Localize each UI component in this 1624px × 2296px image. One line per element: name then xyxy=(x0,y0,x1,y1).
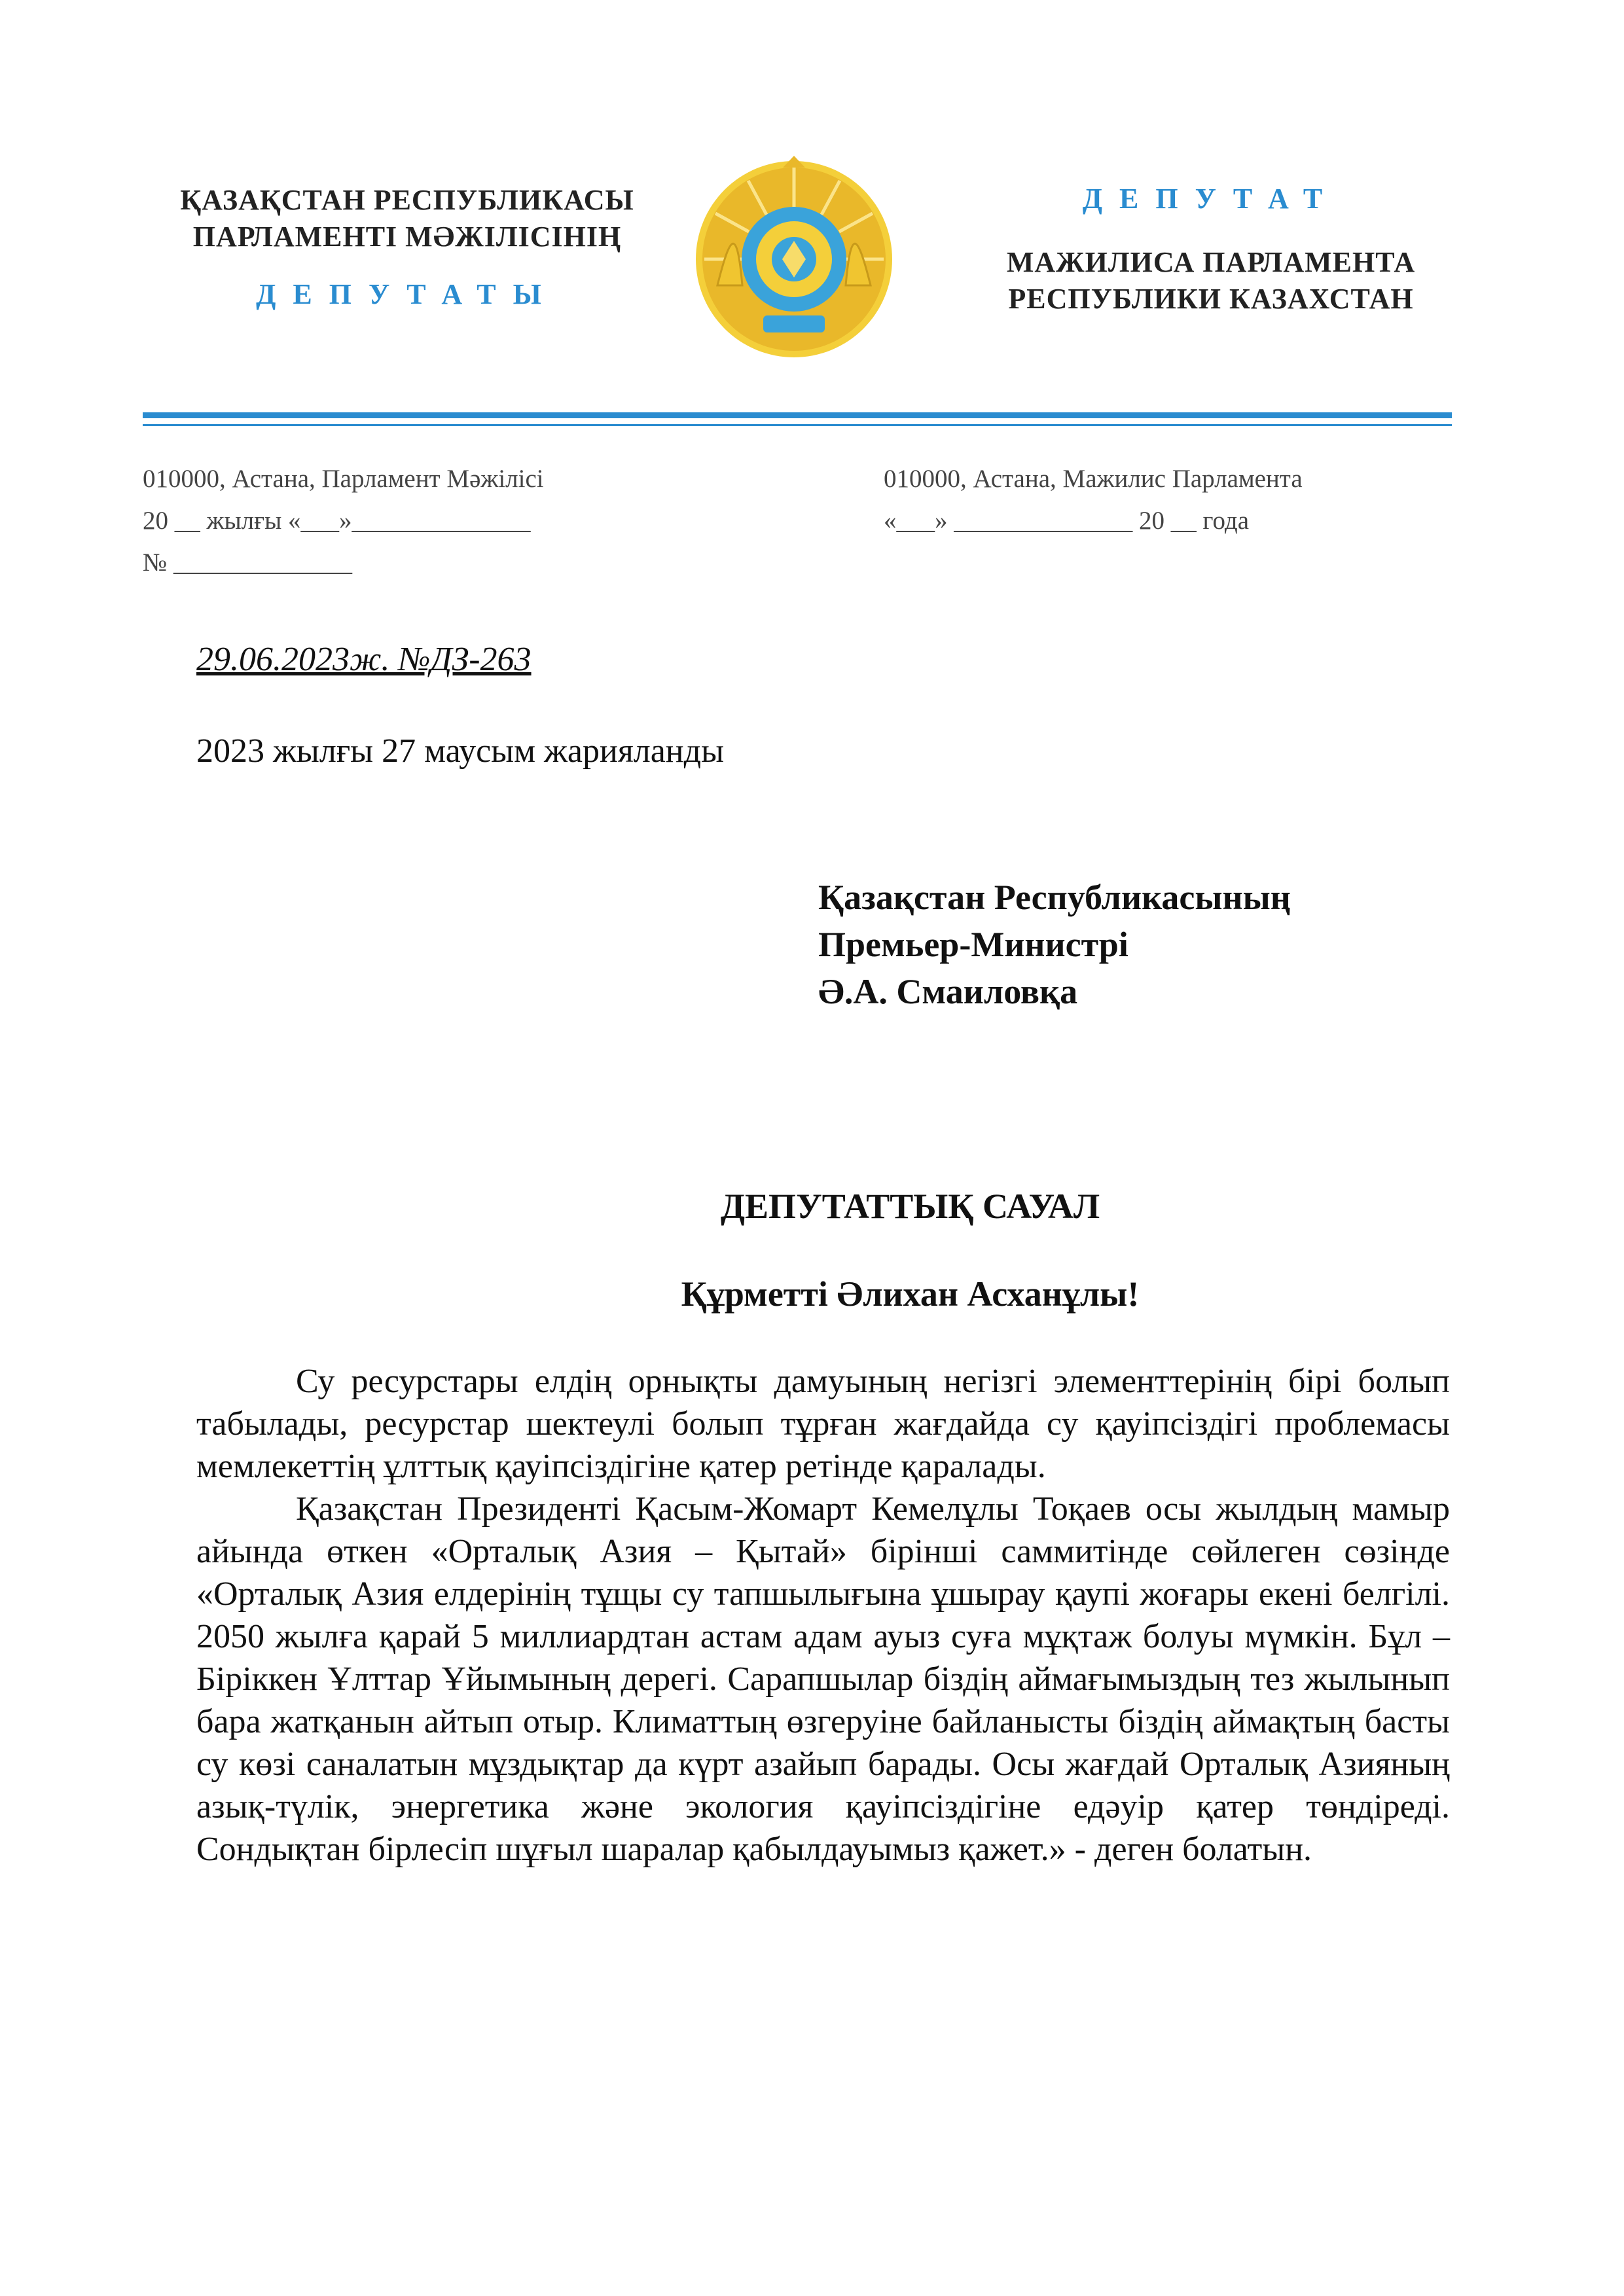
addressee-block xyxy=(818,874,1291,1015)
salutation: Құрметті Әлихан Асханұлы! xyxy=(681,1274,1140,1314)
deputy-label-ru: ДЕПУТАТ xyxy=(1082,183,1340,215)
org-name-kz-line2: ПАРЛАМЕНТІ МӘЖІЛІСІНІҢ xyxy=(192,221,622,253)
header-right-block xyxy=(956,182,1466,317)
addressee-line: Қазақстан Республикасының xyxy=(818,878,1291,917)
date-blank-ru: «___» ______________ 20 __ года xyxy=(884,507,1250,535)
header-divider-thin xyxy=(143,424,1452,426)
address-kz-line: 010000, Астана, Парламент Мәжілісі xyxy=(143,465,544,493)
body-paragraph: Қазақстан Президенті Қасым-Жомарт Кемелұлы Тоқаев осы жылдың мамыр айында өткен «Орталық Азия – Қытай» бірінші саммитінде сөйлеген сөзінде «Орталық Азия елдерінің тұщы су тапшылығына ұшырау қаупі жоғары екені белгілі. 2050 жылға қарай 5 миллиардтан астам адам ауыз суға мұқтаж болуы мүмкін. Бұл – Біріккен Ұлттар Ұйымының дерегі. Сарапшылар біздің аймағымыздың тез жылынып бара жатқанын айтып отыр. Климаттың өзгеруіне байланысты біздің аймақтың басты су көзі саналатын мұздықтар да күрт азайып барады. Осы жағдай Орталық Азияның азық-түлік, энергетика және экология қауіпсіздігіне едәуір қатер төндіреді. Сондықтан бірлесіп шұғыл шаралар қабылдауымыз қажет.» - деген болатын. xyxy=(196,1490,1450,1868)
registration-number: 29.06.2023ж. №ДЗ-263 xyxy=(196,641,532,678)
number-blank-kz: № ______________ xyxy=(143,548,352,577)
body-paragraph: Су ресурстары елдің орнықты дамуының негізгі элементтерінің бірі болып табылады, ресурстар шектеулі болып тұрған жағдайда су қауіпсіздігі проблемасы мемлекеттің ұлттық қауіпсіздігіне қатер ретінде қаралады. xyxy=(196,1363,1450,1485)
date-blank-kz: 20 __ жылғы «___»______________ xyxy=(143,507,531,535)
addressee-line: Премьер-Министрі xyxy=(818,925,1128,964)
org-name-kz-line1: ҚАЗАҚСТАН РЕСПУБЛИКАСЫ xyxy=(180,184,634,216)
header-divider-thick xyxy=(143,412,1452,418)
address-kz xyxy=(143,458,544,584)
published-date: 2023 жылғы 27 маусым жарияланды xyxy=(196,732,724,770)
document-title: ДЕПУТАТТЫҚ САУАЛ xyxy=(720,1187,1100,1226)
addressee-line: Ә.А. Смаиловқа xyxy=(818,972,1078,1011)
state-emblem-icon xyxy=(691,154,897,361)
header-left-block xyxy=(152,182,662,311)
deputy-label-kz: ДЕПУТАТЫ xyxy=(256,278,558,310)
org-name-ru-line1: МАЖИЛИСА ПАРЛАМЕНТА xyxy=(1006,246,1416,278)
letter-body xyxy=(196,1360,1450,1871)
address-ru xyxy=(884,458,1303,542)
org-name-ru-line2: РЕСПУБЛИКИ КАЗАХСТАН xyxy=(1008,283,1414,315)
address-ru-line: 010000, Астана, Мажилис Парламента xyxy=(884,465,1303,493)
